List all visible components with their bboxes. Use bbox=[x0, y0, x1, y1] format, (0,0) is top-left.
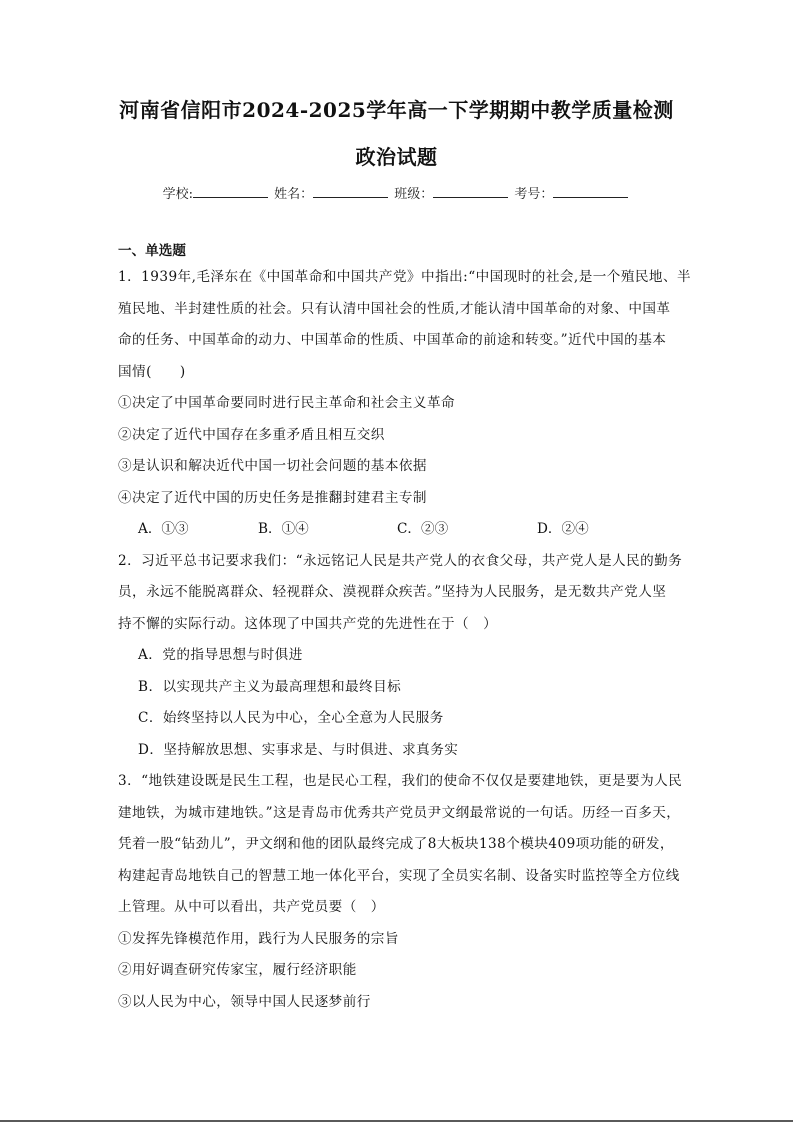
option-d: D．坚持解放思想、实事求是、与时俱进、求真务实 bbox=[138, 741, 459, 758]
statement: ①决定了中国革命要同时进行民主革命和社会主义革命 bbox=[118, 395, 456, 411]
answer-options bbox=[118, 514, 680, 546]
question-stem-line: 2．习近平总书记要求我们：“永远铭记人民是共产党人的衣食父母，共产党人是人民的勤务 bbox=[118, 552, 683, 569]
statement: ②用好调查研究传家宝，履行经济职能 bbox=[118, 962, 357, 978]
exam-number-label: 考号： bbox=[514, 187, 554, 202]
statement: ③是认识和解决近代中国一切社会问题的基本依据 bbox=[118, 458, 427, 474]
option-b: B．以实现共产主义为最高理想和最终目标 bbox=[138, 678, 402, 695]
option-c: C．②③ bbox=[397, 521, 449, 537]
question-content bbox=[118, 240, 692, 1018]
exam-number-blank bbox=[553, 185, 628, 198]
question-stem-line: 殖民地、半封建性质的社会。只有认清中国社会的性质,才能认清中国革命的对象、中国革 bbox=[118, 300, 671, 317]
exam-title: 河南省信阳市2024-2025学年高一下学期期中教学质量检测 bbox=[119, 98, 674, 122]
statement: ④决定了近代中国的历史任务是推翻封建君主专制 bbox=[118, 489, 427, 506]
question-stem-line: 1．1939年,毛泽东在《中国革命和中国共产党》中指出:“中国现时的社会,是一个殖民地、半 bbox=[118, 269, 692, 285]
question-stem-line: 上管理。从中可以看出，共产党员要（ ） bbox=[118, 899, 385, 915]
question-stem-line: 构建起青岛地铁自己的智慧工地一体化平台，实现了全员实名制、设备实时监控等全方位线 bbox=[118, 867, 680, 884]
question-stem-line: 国情( ) bbox=[118, 363, 186, 380]
question-stem-line: 凭着一股“钻劲儿”，尹文纲和他的团队最终完成了8大板块138个模块409项功能的研发， bbox=[118, 836, 674, 852]
statement: ①发挥先锋模范作用，践行为人民服务的宗旨 bbox=[118, 930, 399, 947]
section-heading: 一、单选题 bbox=[118, 243, 186, 259]
name-blank bbox=[313, 185, 388, 198]
class-blank bbox=[433, 185, 508, 198]
question-stem-line: 员，永远不能脱离群众、轻视群众、漠视群众疾苦。”坚持为人民服务，是无数共产党人坚 bbox=[118, 584, 667, 600]
student-info-row bbox=[0, 183, 793, 202]
class-label: 班级： bbox=[394, 187, 434, 202]
school-blank bbox=[193, 185, 268, 198]
question-stem-line: 建地铁，为城市建地铁。”这是青岛市优秀共产党员尹文纲最常说的一句话。历经一百多天， bbox=[118, 804, 681, 821]
option-b: B．①④ bbox=[258, 521, 309, 537]
question-stem-line: 命的任务、中国革命的动力、中国革命的性质、中国革命的前途和转变。”近代中国的基本 bbox=[118, 332, 667, 348]
question-stem-line: 3．“地铁建设既是民生工程，也是民心工程，我们的使命不仅仅是要建地铁，更是要为人民 bbox=[118, 773, 683, 789]
question-stem-line: 持不懈的实际行动。这体现了中国共产党的先进性在于（ ） bbox=[118, 615, 498, 632]
option-a: A．①③ bbox=[138, 521, 189, 537]
option-d: D．②④ bbox=[537, 521, 589, 537]
exam-subject: 政治试题 bbox=[355, 145, 438, 169]
question-2 bbox=[118, 546, 683, 767]
school-label: 学校: bbox=[162, 187, 193, 202]
statement: ②决定了近代中国存在多重矛盾且相互交织 bbox=[118, 426, 385, 443]
question-1 bbox=[118, 262, 692, 546]
option-a: A．党的指导思想与时俱进 bbox=[138, 647, 303, 663]
option-c: C．始终坚持以人民为中心，全心全意为人民服务 bbox=[138, 710, 444, 726]
name-label: 姓名： bbox=[274, 187, 314, 202]
question-3 bbox=[118, 766, 683, 1018]
statement: ③以人民为中心，领导中国人民逐梦前行 bbox=[118, 993, 371, 1010]
